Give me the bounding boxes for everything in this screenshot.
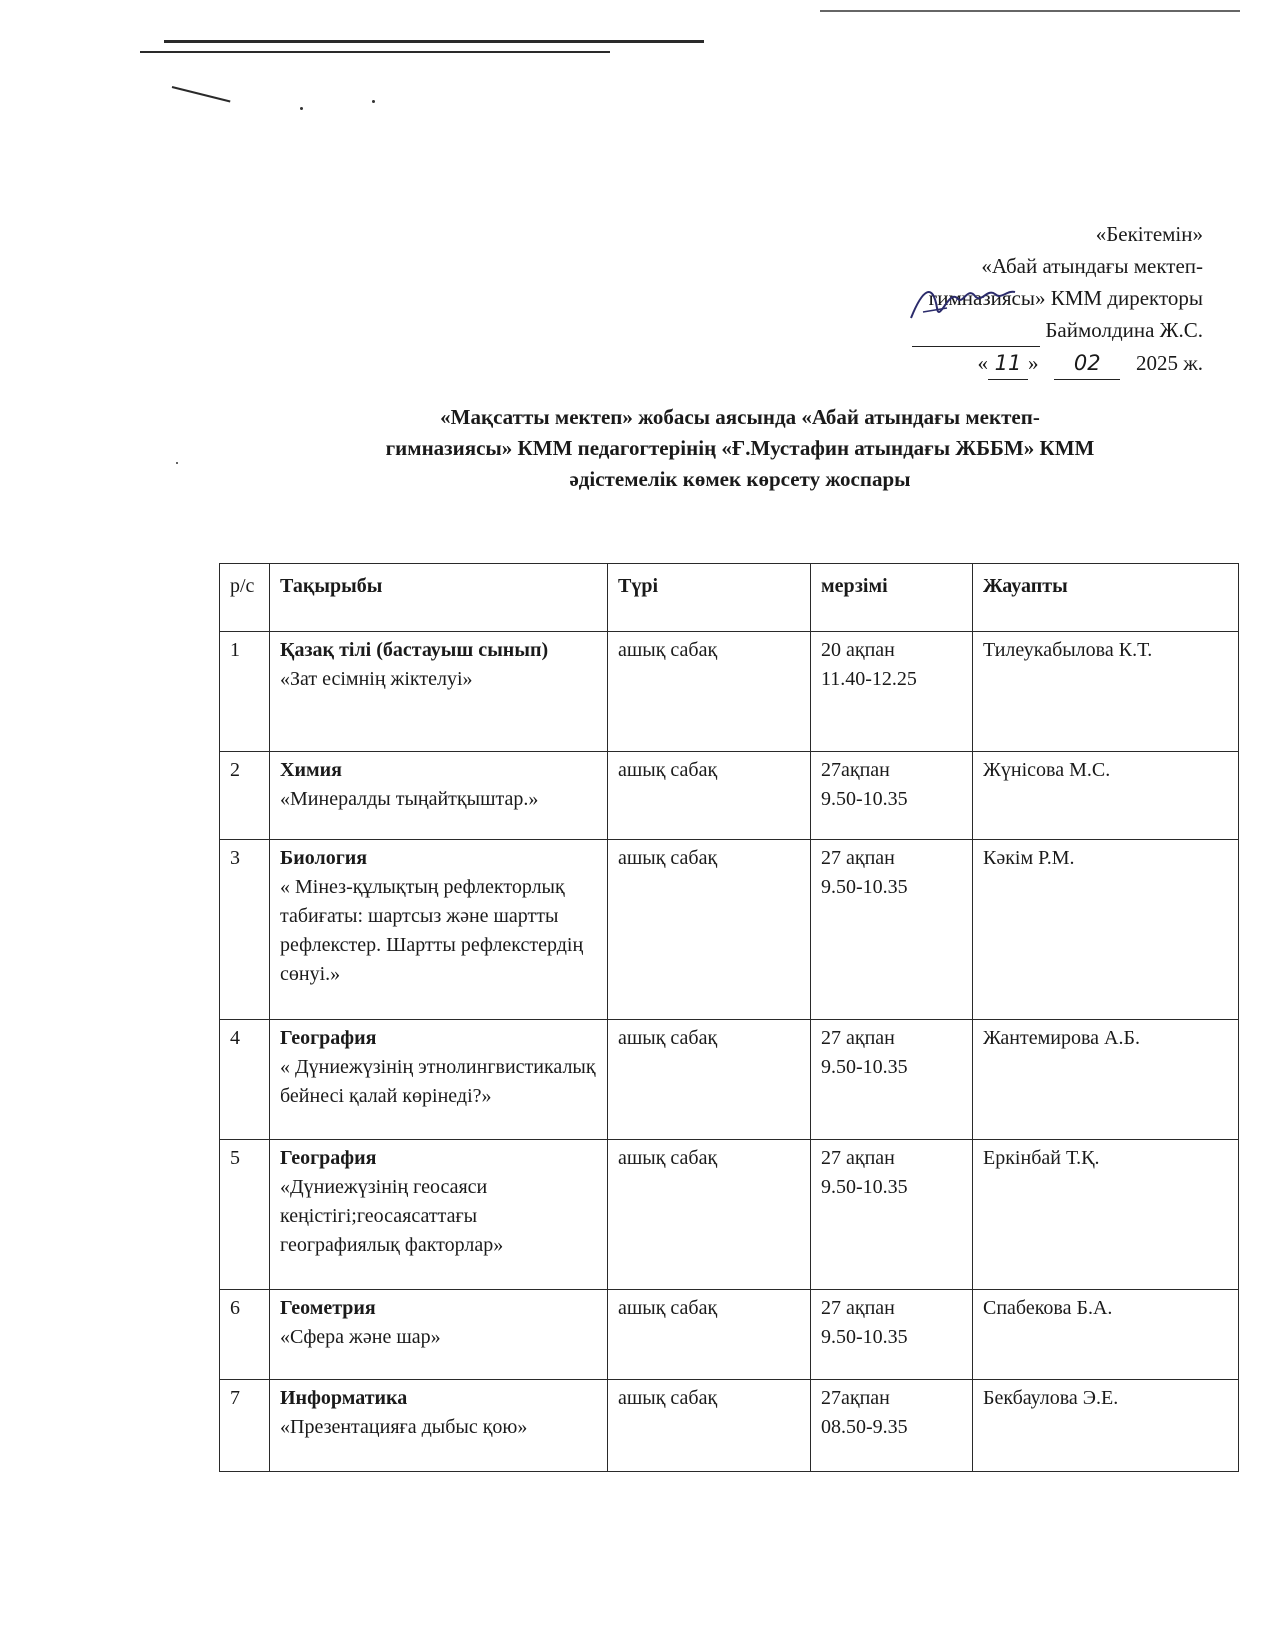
row-type: ашық сабақ [608,1380,811,1472]
row-time: 11.40-12.25 [821,668,917,690]
scan-edge-line [164,40,704,43]
document-title [270,402,1210,495]
row-date: 20 ақпан [821,639,895,661]
row-topic: «Сфера және шар» [280,1326,441,1348]
row-subject: География [280,1147,377,1169]
scan-edge-line [140,51,610,53]
approval-org-line1: «Абай атындағы мектеп- [981,254,1203,278]
scan-speck [372,100,375,103]
scan-edge-line [172,86,231,102]
header-topic: Тақырыбы [270,564,608,632]
title-line2: гимназиясы» КММ педагогтерінің «Ғ.Мустафин атындағы ЖББМ» КММ [385,436,1095,460]
title-line3: әдістемелік көмек көрсету жоспары [569,467,911,491]
row-date-cell [811,1380,973,1472]
row-date: 27 ақпан [821,1027,895,1049]
scan-speck [300,107,303,110]
table-row [220,1380,1239,1472]
header-num: р/с [220,564,270,632]
row-num: 4 [220,1020,270,1140]
row-date: 27 ақпан [821,1297,895,1319]
table-row [220,1020,1239,1140]
approval-date: « 11 » 02 2025 ж. [783,347,1203,380]
row-topic-cell [270,1140,608,1290]
row-date-cell [811,752,973,840]
row-type: ашық сабақ [608,1290,811,1380]
row-subject: Информатика [280,1387,408,1409]
row-date: 27 ақпан [821,1147,895,1169]
table-row [220,632,1239,752]
row-type: ашық сабақ [608,1140,811,1290]
row-responsible: Тилеукабылова К.Т. [973,632,1239,752]
header-date: мерзімі [811,564,973,632]
row-time: 08.50-9.35 [821,1416,908,1438]
row-num: 1 [220,632,270,752]
row-date: 27 ақпан [821,847,895,869]
row-responsible: Спабекова Б.А. [973,1290,1239,1380]
row-topic-cell [270,840,608,1020]
row-topic-cell [270,1290,608,1380]
row-topic: « Мінез-құлықтың рефлекторлық табиғаты: шартсыз және шартты рефлекстер. Шартты рефлекстердің сөнуі.» [280,876,584,985]
approval-block [783,218,1203,380]
row-type: ашық сабақ [608,840,811,1020]
row-time: 9.50-10.35 [821,1176,908,1198]
row-responsible: Бекбаулова Э.Е. [973,1380,1239,1472]
date-year: 2025 ж. [1135,351,1203,375]
approval-heading: «Бекітемін» [1095,222,1203,246]
table-row [220,752,1239,840]
row-type: ашық сабақ [608,752,811,840]
row-topic-cell [270,752,608,840]
row-responsible: Жантемирова А.Б. [973,1020,1239,1140]
table-header-row [220,564,1239,632]
row-responsible: Еркінбай Т.Қ. [973,1140,1239,1290]
row-date-cell [811,632,973,752]
signature-underline [912,314,1040,347]
row-subject: Қазақ тілі (бастауыш сынып) [280,639,549,661]
row-topic-cell [270,1020,608,1140]
header-type: Түрі [608,564,811,632]
header-responsible: Жауапты [973,564,1239,632]
row-date: 27ақпан [821,1387,890,1409]
row-date-cell [811,1140,973,1290]
row-time: 9.50-10.35 [821,876,908,898]
row-type: ашық сабақ [608,632,811,752]
date-day: 11 [988,347,1028,380]
row-date-cell [811,1290,973,1380]
approval-signature-line [783,314,1203,347]
row-topic: «Дүниежүзінің геосаяси кеңістігі;геосаясаттағы географиялық факторлар» [280,1176,504,1256]
row-subject: Химия [280,759,342,781]
row-topic: «Презентацияға дыбыс қою» [280,1416,528,1438]
row-topic-cell [270,1380,608,1472]
row-num: 5 [220,1140,270,1290]
row-time: 9.50-10.35 [821,788,908,810]
row-topic: «Зат есімнің жіктелуі» [280,668,473,690]
row-topic: « Дүниежүзінің этнолингвистикалық бейнесі қалай көрінеді?» [280,1056,596,1107]
row-date: 27ақпан [821,759,890,781]
row-num: 6 [220,1290,270,1380]
row-responsible: Кәкім Р.М. [973,840,1239,1020]
date-month: 02 [1054,347,1120,380]
row-time: 9.50-10.35 [821,1056,908,1078]
table-row [220,1290,1239,1380]
row-date-cell [811,840,973,1020]
approval-org-line2: гимназиясы» КММ директоры [928,286,1203,310]
table-row [220,1140,1239,1290]
title-line1: «Мақсатты мектеп» жобасы аясында «Абай атындағы мектеп- [440,405,1040,429]
row-date-cell [811,1020,973,1140]
row-subject: География [280,1027,377,1049]
row-num: 7 [220,1380,270,1472]
scan-speck [176,462,178,464]
scan-edge-line [820,10,1240,12]
row-time: 9.50-10.35 [821,1326,908,1348]
plan-table [219,563,1239,1472]
row-subject: Биология [280,847,368,869]
row-topic-cell [270,632,608,752]
director-name: Баймолдина Ж.С. [1045,318,1203,342]
row-type: ашық сабақ [608,1020,811,1140]
row-num: 3 [220,840,270,1020]
row-topic: «Минералды тыңайтқыштар.» [280,788,539,810]
row-subject: Геометрия [280,1297,376,1319]
row-responsible: Жүнісова М.С. [973,752,1239,840]
row-num: 2 [220,752,270,840]
table-row [220,840,1239,1020]
